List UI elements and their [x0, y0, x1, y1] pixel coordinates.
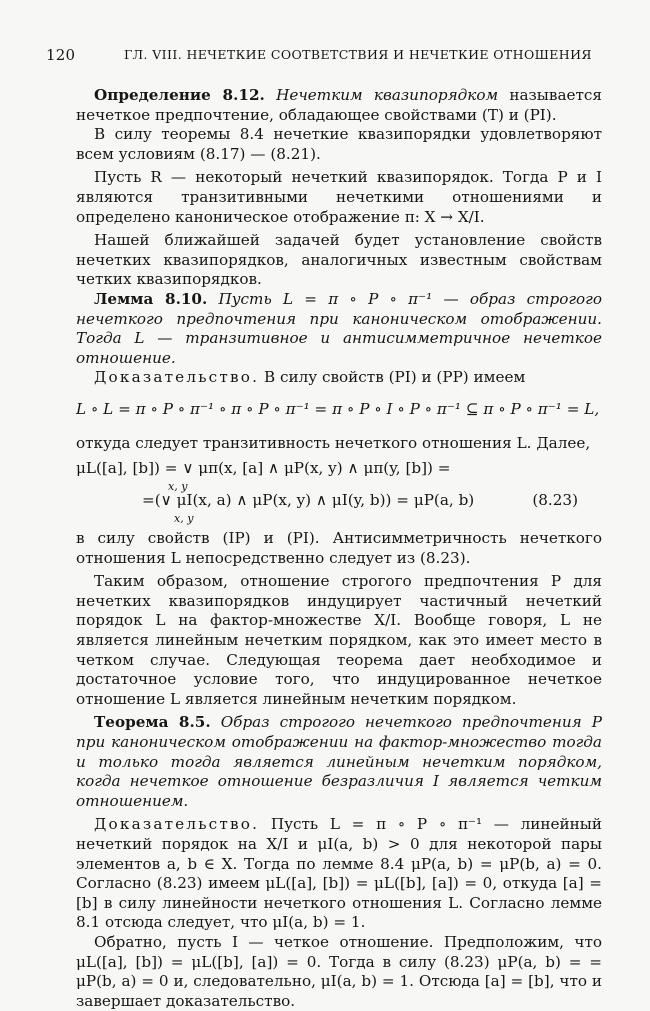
equation-subscript-2: x, y	[174, 512, 194, 526]
page-body	[76, 86, 602, 1011]
proof-1-text: В силу свойств (PI) и (PP) имеем	[259, 368, 526, 387]
equation-8-23	[76, 459, 602, 525]
equation-subscript-1: x, y	[168, 480, 188, 494]
equation-number: (8.23)	[532, 491, 578, 510]
theorem-paragraph	[76, 713, 602, 811]
paragraph-3: Нашей ближайшей задачей будет установление свойств нечетких квазипорядков, аналогичных известным свойствам четких квазипорядков.	[76, 231, 602, 289]
definition-label: Определение 8.12.	[94, 86, 265, 104]
theorem-text: Образ строгого нечеткого предпочтения P при каноническом отображении на фактор-множество тогда и только тогда является линейным нечетким порядком, когда нечеткое отношение безразличия I является четким отношением.	[76, 713, 602, 810]
definition-text: называется нечеткое предпочтение, обладающее свойствами (T) и (PI).	[76, 86, 602, 124]
lemma-text: Пусть L = π ∘ P ∘ π⁻¹ — образ строгого нечеткого предпочтения при каноническом отображении. Тогда L — транзитивное и антисимметричное нечеткое отношение.	[76, 289, 602, 367]
lemma-paragraph	[76, 290, 602, 368]
paragraph-5: в силу свойств (IP) и (PI). Антисимметричность нечеткого отношения L непосредственно следует из (8.23).	[76, 529, 602, 567]
definition-term: Нечетким квазипорядком	[276, 86, 499, 104]
paragraph-6: Таким образом, отношение строгого предпочтения P для нечетких квазипорядков индуцирует частичный нечеткий порядок L на фактор-множестве X/I. Вообще говоря, L не является линейным нечетким порядком, как это имеет место в четком случае. Следующая теорема дает необходимое и достаточное условие того, что индуцированное нечеткое отношение L является линейным нечетким порядком.	[76, 572, 602, 708]
paragraph-2: Пусть R — некоторый нечеткий квазипорядок. Тогда P и I являются транзитивными нечеткими отношениями и определено каноническое отображение π: X → X/I.	[76, 168, 602, 226]
page-number: 120	[46, 46, 76, 64]
proof-2-paragraph	[76, 815, 602, 933]
proof-2-label: Доказательство.	[94, 815, 260, 834]
equation-line-2: =(∨ μI(x, a) ∧ μP(x, y) ∧ μI(y, b)) = μP(a, b)	[142, 491, 475, 510]
proof-2-text: Пусть L = π ∘ P ∘ π⁻¹ — линейный нечеткий порядок на X/I и μI(a, b) > 0 для некоторой пары элементов a, b ∈ X. Тогда по лемме 8.4 μP(a, b) = μP(b, a) = 0. Согласно (8.23) имеем μL([a], [b]) = μL([b], [a]) = 0, откуда [a] = [b] в силу линейности нечеткого отношения L. Согласно лемме 8.1 отсюда следует, что μI(a, b) = 1.	[76, 815, 602, 932]
formula-transitivity: L ∘ L = π ∘ P ∘ π⁻¹ ∘ π ∘ P ∘ π⁻¹ = π ∘ P ∘ I ∘ P ∘ π⁻¹ ⊆ π ∘ P ∘ π⁻¹ = L,	[76, 399, 600, 418]
definition-paragraph	[76, 86, 602, 125]
equation-line-1: μL([a], [b]) = ∨ μπ(x, [a] ∧ μP(x, y) ∧ μπ(y, [b]) =	[76, 459, 451, 478]
proof-1-paragraph	[76, 368, 602, 388]
paragraph-1: В силу теоремы 8.4 нечеткие квазипорядки удовлетворяют всем условиям (8.17) — (8.21).	[76, 125, 602, 163]
proof-1-label: Доказательство.	[94, 368, 260, 387]
paragraph-7: Обратно, пусть I — четкое отношение. Предположим, что μL([a], [b]) = μL([b], [a]) = 0. Тогда в силу (8.23) μP(a, b) = = μP(b, a) = 0 и, следовательно, μI(a, b) = 1. Отсюда [a] = [b], что и завершает доказательство.	[76, 932, 602, 1010]
theorem-label: Теорема 8.5.	[94, 713, 211, 732]
chapter-title: ГЛ. VIII. НЕЧЕТКИЕ СООТВЕТСТВИЯ И НЕЧЕТКИЕ ОТНОШЕНИЯ	[124, 47, 592, 62]
lemma-label: Лемма 8.10.	[94, 289, 208, 308]
paragraph-4: откуда следует транзитивность нечеткого отношения L. Далее,	[76, 433, 591, 452]
